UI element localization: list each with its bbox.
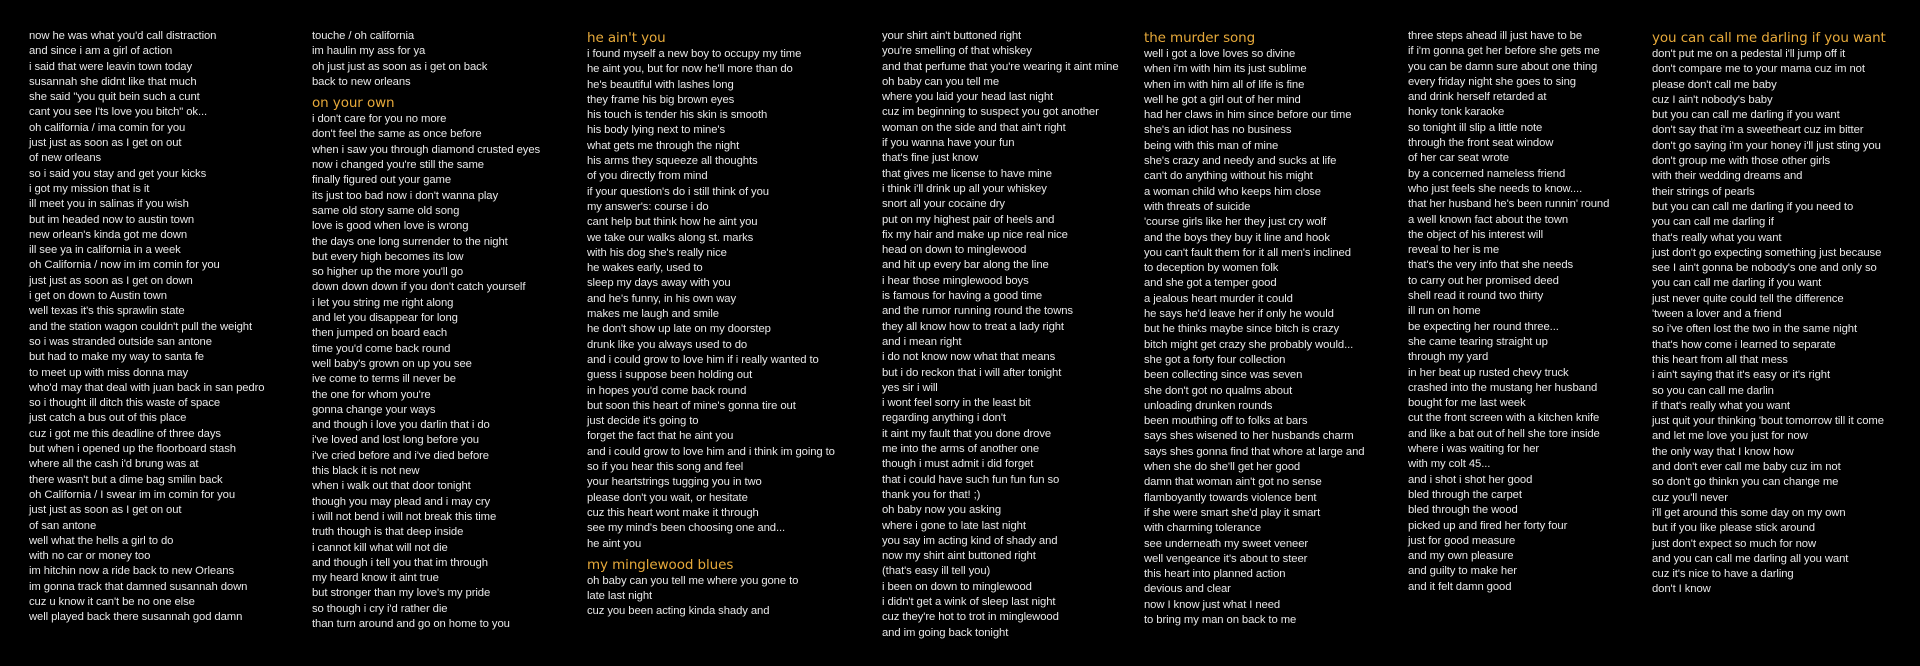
lyric-line: touche / oh california <box>312 30 415 42</box>
lyric-line: where i was waiting for her <box>1408 443 1540 456</box>
lyric-line: through the front seat window <box>1408 137 1554 150</box>
lyric-line: well texas it's this sprawlin state <box>29 305 185 318</box>
lyric-line: just just as soon as I get on down <box>29 274 193 287</box>
lyric-line: of new orleans <box>29 152 102 165</box>
lyric-line: oh baby can you tell me <box>882 75 1000 88</box>
song-title: he ain't you <box>587 30 666 46</box>
lyric-line: well i got a love loves so divine <box>1144 48 1296 60</box>
lyric-line: cuz u know it can't be no one else <box>29 595 195 608</box>
lyric-line: if you wanna have your fun <box>882 137 1015 150</box>
lyric-line: don't go saying i'm your honey i'll just sting you <box>1652 139 1881 152</box>
lyric-line: being with this man of mine <box>1144 139 1279 152</box>
lyric-line: then jumped on board each <box>312 327 448 340</box>
lyric-line: in her beat up rusted chevy truck <box>1408 366 1569 379</box>
lyric-line: this heart into planned action <box>1144 568 1286 581</box>
lyric-line: now I know just what I need <box>1144 598 1281 611</box>
lyric-line: and i mean right <box>882 335 962 348</box>
lyric-line: damn that woman ain't got no sense <box>1144 476 1322 489</box>
lyric-line: and hit up every bar along the line <box>882 259 1049 272</box>
lyric-line: that i could have such fun fun fun so <box>882 473 1060 486</box>
lyric-line: oh California / I swear im im comin for you <box>29 488 236 501</box>
lyric-line: a well known fact about the town <box>1408 213 1569 226</box>
lyric-line: just for good measure <box>1408 534 1516 547</box>
lyric-line: been collecting since was seven <box>1144 369 1303 382</box>
lyric-line: 'tween a lover and a friend <box>1652 308 1782 321</box>
lyric-line: to deception by women folk <box>1144 262 1279 275</box>
lyrics-column-7 <box>1652 29 1918 598</box>
lyric-line: a jealous heart murder it could <box>1144 292 1293 305</box>
lyric-line: if she were smart she'd play it smart <box>1144 506 1321 519</box>
lyric-line: put on my highest pair of heels and <box>882 213 1055 226</box>
lyric-line: regarding anything i don't <box>882 412 1006 425</box>
lyric-line: ive come to terms ill never be <box>312 373 456 386</box>
lyric-line: he don't show up late on my doorstep <box>587 323 771 336</box>
lyric-line: that's fine just know <box>882 152 979 165</box>
lyric-line: cuz I ain't nobody's baby <box>1652 93 1773 106</box>
lyric-line: where all the cash i'd brung was at <box>29 458 199 471</box>
lyric-line: down down down if you don't catch yourself <box>312 281 526 294</box>
lyric-line: well he got a girl out of her mind <box>1144 93 1301 106</box>
lyric-line: with threats of suicide <box>1144 200 1251 213</box>
lyric-line: they frame his big brown eyes <box>587 93 735 106</box>
lyric-line: just quit your thinking 'bout tomorrow till it come <box>1652 415 1884 428</box>
lyric-line: see I ain't gonna be nobody's one and only so <box>1652 262 1877 275</box>
lyric-line: of you directly from mind <box>587 170 708 183</box>
song-title: my minglewood blues <box>587 556 734 573</box>
lyric-line: and she got a temper good <box>1144 277 1277 290</box>
lyric-line: cuz im beginning to suspect you got another <box>882 106 1099 119</box>
lyric-line: truth though is that deep inside <box>312 526 464 539</box>
lyric-line: his arms they squeeze all thoughts <box>587 155 758 168</box>
lyric-line: than turn around and go on home to you <box>312 617 510 630</box>
lyric-line: (that's easy ill tell you) <box>882 565 991 578</box>
lyric-line: where you laid your head last night <box>882 91 1054 104</box>
lyric-line: but if you like please stick around <box>1652 522 1815 535</box>
lyric-line: so i've often lost the two in the same night <box>1652 323 1857 336</box>
lyric-line: that's really what you want <box>1652 231 1782 244</box>
lyric-line: unloading drunken rounds <box>1144 399 1273 412</box>
lyric-line: cant you see I'ts love you bitch" ok... <box>29 106 208 119</box>
song-title: you can call me darling if you want <box>1652 30 1886 46</box>
lyric-line: head on down to minglewood <box>882 244 1027 257</box>
lyrics-column-2 <box>312 29 582 632</box>
lyric-line: i've loved and lost long before you <box>312 434 479 447</box>
lyric-line: fix my hair and make up nice real nice <box>882 228 1068 241</box>
lyric-line: who'd may that deal with juan back in san pedro <box>29 381 265 394</box>
lyric-line: is famous for having a good time <box>882 290 1043 303</box>
lyric-line: to bring my man on back to me <box>1144 613 1297 626</box>
lyric-line: so i said you stay and get your kicks <box>29 167 207 180</box>
lyric-line: of san antone <box>29 519 97 532</box>
lyric-line: and let me love you just for now <box>1652 430 1808 443</box>
lyric-line: bled through the carpet <box>1408 488 1522 501</box>
lyric-line: i found myself a new boy to occupy my time <box>587 48 802 60</box>
lyric-line: don't I know <box>1652 583 1711 596</box>
lyric-line: drunk like you always used to do <box>587 338 748 351</box>
lyric-line: their strings of pearls <box>1652 185 1755 198</box>
lyric-line: but you can call me darling if you need to <box>1652 200 1854 213</box>
lyric-line: bled through the wood <box>1408 504 1518 517</box>
lyric-line: so higher up the more you'll go <box>312 266 464 279</box>
lyric-line: well what the hells a girl to do <box>29 534 174 547</box>
lyric-line: he aint you, but for now he'll more than do <box>587 63 793 76</box>
lyrics-column-6 <box>1408 29 1678 595</box>
lyric-line: cuz you been acting kinda shady and <box>587 605 770 618</box>
lyric-line: new orlean's kinda got me down <box>29 228 188 241</box>
lyric-line: back to new orleans <box>312 75 411 88</box>
lyric-line: oh baby can you tell me where you gone to <box>587 574 799 587</box>
lyric-line: she's an idiot has no business <box>1144 124 1292 137</box>
lyric-line: cuz they're hot to trot in minglewood <box>882 611 1059 624</box>
lyric-line: and though i tell you that im through <box>312 556 488 569</box>
lyric-line: you say im acting kind of shady and <box>882 534 1058 547</box>
lyric-line: im haulin my ass for ya <box>312 45 426 58</box>
lyric-line: in hopes you'd come back round <box>587 384 747 397</box>
lyric-line: oh California / now im im comin for you <box>29 259 220 272</box>
lyric-line: just catch a bus out of this place <box>29 412 187 425</box>
lyric-line: i don't care for you no more <box>312 113 447 126</box>
lyric-line: don't group me with those other girls <box>1652 155 1831 168</box>
lyric-line: can't do anything without his might <box>1144 170 1313 183</box>
lyric-line: but had to make my way to santa fe <box>29 351 204 364</box>
lyric-line: and since i am a girl of action <box>29 45 173 58</box>
lyric-line: and though i love you darlin that i do <box>312 419 490 432</box>
lyric-line: thank you for that! ;) <box>882 488 981 501</box>
lyric-line: i let you string me right along <box>312 296 454 309</box>
lyric-line: i get on down to Austin town <box>29 290 167 303</box>
lyric-line: well played back there susannah god damn <box>29 611 243 624</box>
lyric-line: i do not know now what that means <box>882 351 1056 364</box>
lyric-line: im hitchin now a ride back to new Orleans <box>29 565 234 578</box>
lyric-line: im gonna track that damned susannah down <box>29 580 248 593</box>
lyric-line: the days one long surrender to the night <box>312 235 508 248</box>
lyric-line: she got a forty four collection <box>1144 353 1286 366</box>
lyric-line: you can't fault them for it all men's inclined <box>1144 246 1351 259</box>
lyric-line: and the station wagon couldn't pull the weight <box>29 320 253 333</box>
lyric-line: so if you hear this song and feel <box>587 461 744 474</box>
lyric-line: and that perfume that you're wearing it aint mine <box>882 60 1119 73</box>
lyric-line: he wakes early, used to <box>587 262 703 275</box>
lyric-line: though you may plead and i may cry <box>312 495 491 508</box>
lyric-line: well baby's grown on up you see <box>312 357 472 370</box>
lyric-line: now my shirt aint buttoned right <box>882 550 1036 563</box>
lyric-line: just just as soon as I get on out <box>29 137 182 150</box>
lyric-line: makes me laugh and smile <box>587 308 719 321</box>
lyric-line: picked up and fired her forty four <box>1408 519 1568 532</box>
lyric-line: oh california / ima comin for you <box>29 121 186 134</box>
lyric-line: so don't go thinkn you can change me <box>1652 476 1839 489</box>
lyric-line: please don't call me baby <box>1652 78 1777 91</box>
lyric-line: to carry out her promised deed <box>1408 274 1559 287</box>
lyric-line: cant help but think how he aint you <box>587 216 758 229</box>
lyric-line: i will not bend i will not break this time <box>312 510 497 523</box>
lyric-line: reveal to her is me <box>1408 244 1500 257</box>
lyric-line: don't feel the same as once before <box>312 128 482 141</box>
lyric-line: but i do reckon that i will after tonight <box>882 366 1062 379</box>
lyric-line: and the boys they buy it line and hook <box>1144 231 1330 244</box>
lyric-line: when i walk out that door tonight <box>312 480 471 493</box>
lyric-line: with my colt 45... <box>1408 458 1491 471</box>
lyric-line: bought for me last week <box>1408 397 1526 410</box>
lyric-line: i got my mission that is it <box>29 182 150 195</box>
lyric-line: just don't go expecting something just because <box>1652 246 1882 259</box>
lyric-line: susannah she didnt like that much <box>29 75 197 88</box>
lyric-line: well vengeance it's about to steer <box>1144 552 1308 565</box>
lyric-line: they all know how to treat a lady right <box>882 320 1064 333</box>
lyric-line: through my yard <box>1408 351 1489 364</box>
lyric-line: you can be damn sure about one thing <box>1408 60 1598 73</box>
lyric-line: of her car seat wrote <box>1408 152 1509 165</box>
lyric-line: and don't ever call me baby cuz im not <box>1652 461 1841 474</box>
lyric-line: and guilty to make her <box>1408 565 1517 578</box>
lyric-line: i ain't saying that it's easy or it's right <box>1652 369 1830 382</box>
lyric-line: with their wedding dreams and <box>1652 170 1803 183</box>
lyric-line: forget the fact that he aint you <box>587 430 734 443</box>
lyrics-column-4 <box>882 29 1152 641</box>
lyric-line: don't compare me to your mama cuz im not <box>1652 63 1865 76</box>
lyric-line: his touch is tender his skin is smooth <box>587 109 768 122</box>
lyric-line: don't put me on a pedestal i'll jump off it <box>1652 48 1846 60</box>
lyric-line: when she do she'll get her good <box>1144 461 1301 474</box>
lyric-line: with no car or money too <box>29 550 151 563</box>
lyric-line: i didn't get a wink of sleep last night <box>882 595 1056 608</box>
lyric-line: but stronger than my love's my pride <box>312 587 491 600</box>
lyric-line: shell read it round two thirty <box>1408 290 1544 303</box>
lyric-line: yes sir i will <box>882 381 938 394</box>
lyric-line: so i was stranded outside san antone <box>29 335 212 348</box>
lyric-line: see underneath my sweet veneer <box>1144 537 1309 550</box>
lyric-line: time you'd come back round <box>312 342 451 355</box>
lyrics-column-5 <box>1144 29 1414 628</box>
lyric-line: love is good when love is wrong <box>312 220 469 233</box>
lyric-line: my answer's: course i do <box>587 200 709 213</box>
lyric-line: ill run on home <box>1408 305 1481 318</box>
lyric-line: had her claws in him since before our time <box>1144 109 1352 122</box>
lyric-line: my heard know it aint true <box>312 572 439 585</box>
lyric-line: you're smelling of that whiskey <box>882 45 1032 58</box>
lyric-line: he aint you <box>587 537 642 550</box>
lyric-line: this heart from all that mess <box>1652 353 1788 366</box>
lyric-line: who just feels she needs to know.... <box>1408 182 1583 195</box>
lyric-line: sleep my days away with you <box>587 277 731 290</box>
song-title: on your own <box>312 95 395 112</box>
lyric-line: that's the very info that she needs <box>1408 259 1574 272</box>
lyric-line: been mouthing off to folks at bars <box>1144 415 1308 428</box>
lyric-line: he's beautiful with lashes long <box>587 78 734 91</box>
lyric-line: and he's funny, in his own way <box>587 292 737 305</box>
lyric-line: with charming tolerance <box>1144 522 1262 535</box>
lyric-line: so i thought ill ditch this waste of space <box>29 397 221 410</box>
lyric-line: his body lying next to mine's <box>587 124 726 137</box>
lyric-line: there wasn't but a dime bag smilin back <box>29 473 223 486</box>
lyric-line: cuz i got me this deadline of three days <box>29 427 221 440</box>
lyric-line: and i could grow to love him if i really wanted to <box>587 353 819 366</box>
lyric-line: when i saw you through diamond crusted eyes <box>312 143 541 156</box>
lyric-line: when i'm with him its just sublime <box>1144 63 1307 76</box>
lyric-line: i been on down to minglewood <box>882 580 1032 593</box>
lyric-line: the only way that I know how <box>1652 445 1794 458</box>
lyric-line: and let you disappear for long <box>312 312 458 325</box>
lyric-line: its just too bad now i don't wanna play <box>312 189 499 202</box>
lyric-line: if your question's do i still think of you <box>587 185 769 198</box>
lyric-line: your shirt ain't buttoned right <box>882 30 1022 42</box>
lyric-line: when im with him all of life is fine <box>1144 78 1305 91</box>
lyric-line: where i gone to late last night <box>882 519 1026 532</box>
lyric-line: just decide it's going to <box>587 415 699 428</box>
lyric-line: and like a bat out of hell she tore inside <box>1408 427 1600 440</box>
lyric-line: she came tearing straight up <box>1408 335 1548 348</box>
lyric-line: three steps ahead ill just have to be <box>1408 30 1583 42</box>
lyric-line: i said that were leavin town today <box>29 60 193 73</box>
lyric-line: i cannot kill what will not die <box>312 541 448 554</box>
lyric-line: but every high becomes its low <box>312 250 464 263</box>
lyric-line: now he was what you'd call distraction <box>29 30 217 42</box>
lyric-line: that gives me license to have mine <box>882 167 1052 180</box>
lyric-line: devious and clear <box>1144 583 1231 596</box>
lyric-line: she don't got no qualms about <box>1144 384 1293 397</box>
lyrics-column-1 <box>29 29 299 626</box>
lyric-line: flamboyantly towards violence bent <box>1144 491 1317 504</box>
lyric-line: your heartstrings tugging you in two <box>587 476 762 489</box>
lyric-line: if that's really what you want <box>1652 399 1790 412</box>
lyric-line: snort all your cocaine dry <box>882 198 1005 211</box>
lyric-line: cut the front screen with a kitchen knife <box>1408 412 1600 425</box>
lyric-line: now i changed you're still the same <box>312 159 484 172</box>
lyric-line: he says he'd leave her if only he would <box>1144 308 1334 321</box>
lyric-line: the object of his interest will <box>1408 228 1544 241</box>
lyric-line: and i shot i shot her good <box>1408 473 1533 486</box>
lyric-line: and you can call me darling all you want <box>1652 552 1849 565</box>
lyric-line: but you can call me darling if you want <box>1652 109 1840 122</box>
lyric-line: i've cried before and i've died before <box>312 449 489 462</box>
lyric-line: by a concerned nameless friend <box>1408 167 1566 180</box>
lyric-line: don't say that i'm a sweetheart cuz im bitter <box>1652 124 1864 137</box>
lyric-line: what gets me through the night <box>587 139 740 152</box>
lyric-line: but soon this heart of mine's gonna tire out <box>587 399 796 412</box>
lyric-line: and the rumor running round the towns <box>882 305 1073 318</box>
lyric-line: just never quite could tell the difference <box>1652 292 1844 305</box>
lyric-line: 'course girls like her they just cry wolf <box>1144 216 1327 229</box>
lyric-line: bitch might get crazy she probably would... <box>1144 338 1354 351</box>
lyric-line: but when i opened up the floorboard stash <box>29 443 236 456</box>
lyric-line: so tonight ill slip a little note <box>1408 121 1543 134</box>
lyric-line: i think i'll drink up all your whiskey <box>882 182 1047 195</box>
lyric-line: ill see ya in california in a week <box>29 244 181 257</box>
lyric-line: cuz you'll never <box>1652 491 1728 504</box>
lyric-line: that her husband he's been runnin' round <box>1408 198 1610 211</box>
lyric-line: so though i cry i'd rather die <box>312 602 448 615</box>
lyric-line: she's crazy and needy and sucks at life <box>1144 155 1337 168</box>
lyric-line: a woman child who keeps him close <box>1144 185 1321 198</box>
lyric-line: just don't expect so much for now <box>1652 537 1817 550</box>
lyric-line: and drink herself retarded at <box>1408 91 1547 104</box>
lyric-line: cuz it's nice to have a darling <box>1652 568 1794 581</box>
lyric-line: but he thinks maybe since bitch is crazy <box>1144 323 1340 336</box>
lyric-line: be expecting her round three... <box>1408 320 1559 333</box>
lyric-line: with his dog she's really nice <box>587 246 727 259</box>
lyric-line: gonna change your ways <box>312 403 436 416</box>
lyric-line: late last night <box>587 590 653 603</box>
lyric-line: finally figured out your game <box>312 174 452 187</box>
lyric-line: if i'm gonna get her before she gets me <box>1408 45 1600 58</box>
lyric-line: you can call me darling if you want <box>1652 277 1822 290</box>
lyric-line: the one for whom you're <box>312 388 431 401</box>
lyric-line: but im headed now to austin town <box>29 213 195 226</box>
lyric-line: that's how come i learned to separate <box>1652 338 1836 351</box>
lyric-line: says shes wisened to her husbands charm <box>1144 430 1354 443</box>
lyric-line: says shes gonna find that whore at large and <box>1144 445 1365 458</box>
lyric-line: see my mind's been choosing one and... <box>587 522 786 535</box>
lyric-line: you can call me darling if <box>1652 216 1774 229</box>
lyric-line: i'll get around this some day on my own <box>1652 506 1846 519</box>
lyric-line: so you can call me darlin <box>1652 384 1774 397</box>
lyric-line: we take our walks along st. marks <box>587 231 754 244</box>
lyric-line: crashed into the mustang her husband <box>1408 381 1598 394</box>
lyric-line: same old story same old song <box>312 204 460 217</box>
lyric-line: it aint my fault that you done drove <box>882 427 1052 440</box>
lyric-line: though i must admit i did forget <box>882 458 1034 471</box>
lyric-line: this black it is not new <box>312 465 420 478</box>
lyric-line: and it felt damn good <box>1408 580 1512 593</box>
song-title: the murder song <box>1144 30 1256 46</box>
lyric-line: woman on the side and that ain't right <box>882 121 1066 134</box>
lyric-line: honky tonk karaoke <box>1408 106 1505 119</box>
lyric-line: oh just just as soon as i get on back <box>312 60 488 73</box>
lyric-line: oh baby now you asking <box>882 504 1002 517</box>
lyric-line: guess i suppose been holding out <box>587 369 753 382</box>
lyric-line: i wont feel sorry in the least bit <box>882 397 1031 410</box>
lyric-line: and my own pleasure <box>1408 550 1514 563</box>
lyric-line: and i could grow to love him and i think im going to <box>587 445 835 458</box>
lyric-line: just just as soon as I get on out <box>29 504 182 517</box>
lyrics-column-3 <box>587 29 857 620</box>
lyric-line: me into the arms of another one <box>882 443 1040 456</box>
lyric-line: every friday night she goes to sing <box>1408 75 1576 88</box>
lyric-line: i hear those minglewood boys <box>882 274 1029 287</box>
lyric-line: cuz this heart wont make it through <box>587 506 759 519</box>
lyric-line: she said "you quit bein such a cunt <box>29 91 200 104</box>
lyric-line: please don't you wait, or hesitate <box>587 491 748 504</box>
lyric-line: to meet up with miss donna may <box>29 366 188 379</box>
lyric-line: and im going back tonight <box>882 626 1009 639</box>
lyric-line: ill meet you in salinas if you wish <box>29 198 189 211</box>
